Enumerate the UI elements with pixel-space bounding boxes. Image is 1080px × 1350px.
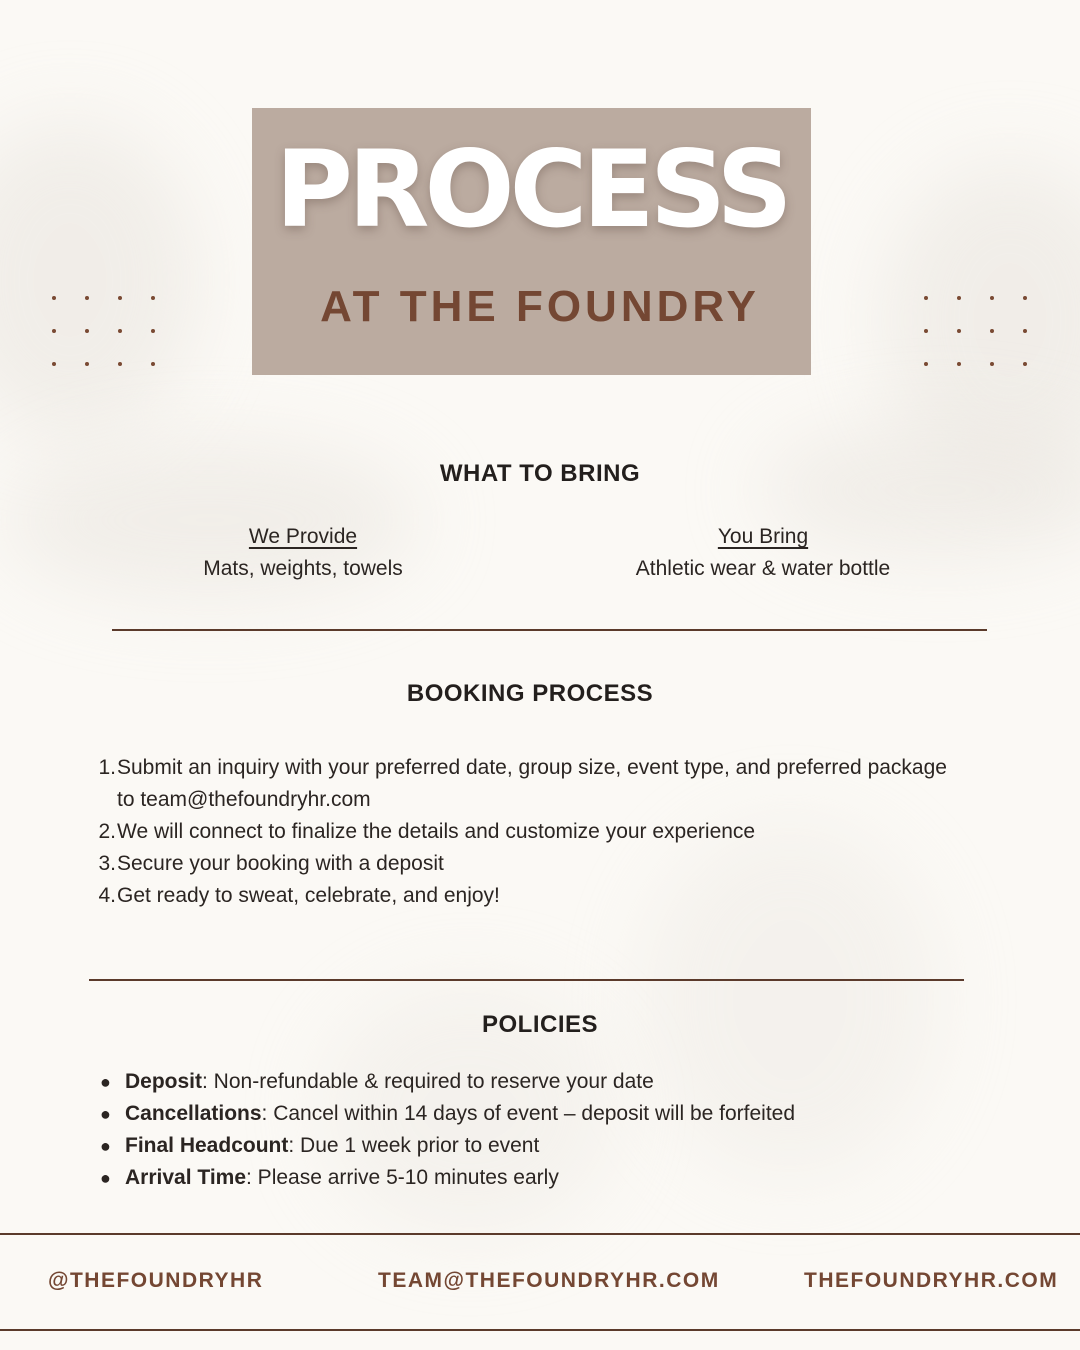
list-item — [100, 1162, 1000, 1194]
policy-label: Deposit — [125, 1070, 203, 1093]
bullet-icon: ● — [100, 1104, 111, 1124]
policies-heading: POLICIES — [481, 1011, 599, 1038]
what-to-bring-heading: WHAT TO BRING — [439, 460, 641, 487]
booking-process-heading: BOOKING PROCESS — [406, 680, 654, 707]
you-bring-heading: You Bring — [717, 525, 809, 548]
policies-list — [100, 1066, 1000, 1194]
list-item — [90, 880, 970, 912]
list-item — [90, 816, 970, 848]
policy-text: : Non-refundable & required to reserve your date — [202, 1070, 654, 1093]
policy-label: Final Headcount — [125, 1134, 289, 1157]
footer-top-rule — [0, 1233, 1080, 1235]
policy-text: : Due 1 week prior to event — [288, 1134, 540, 1157]
we-provide-text: Mats, weights, towels — [203, 557, 403, 580]
policy-text: : Cancel within 14 days of event – deposit will be forfeited — [261, 1102, 796, 1125]
step-number: 2. — [98, 820, 116, 843]
divider — [112, 629, 987, 631]
policy-text: : Please arrive 5-10 minutes early — [246, 1166, 559, 1189]
step-number: 3. — [98, 852, 116, 875]
footer-social-handle[interactable]: @THEFOUNDRYHR — [48, 1269, 264, 1292]
booking-steps-list — [90, 752, 970, 912]
footer-email-link[interactable]: TEAM@THEFOUNDRYHR.COM — [378, 1269, 720, 1292]
step-text: Secure your booking with a deposit — [117, 852, 444, 875]
footer-website-link[interactable]: THEFOUNDRYHR.COM — [804, 1269, 1059, 1292]
bullet-icon: ● — [100, 1072, 111, 1092]
list-item — [100, 1066, 1000, 1098]
divider — [89, 979, 964, 981]
decorative-dots-right — [924, 296, 1034, 372]
page-subtitle: AT THE FOUNDRY — [320, 282, 760, 331]
background-shadow — [0, 120, 200, 440]
decorative-dots-left — [52, 296, 162, 372]
you-bring-column — [533, 521, 993, 585]
bullet-icon: ● — [100, 1136, 111, 1156]
step-text: Get ready to sweat, celebrate, and enjoy! — [117, 884, 500, 907]
policy-label: Arrival Time — [125, 1166, 247, 1189]
list-item — [100, 1130, 1000, 1162]
list-item — [100, 1098, 1000, 1130]
step-text: We will connect to finalize the details and customize your experience — [117, 820, 756, 843]
list-item — [90, 848, 970, 880]
page-title: PROCESS — [275, 128, 788, 251]
title-banner — [252, 108, 811, 375]
list-item — [90, 752, 970, 816]
step-number: 4. — [98, 884, 116, 907]
bullet-icon: ● — [100, 1168, 111, 1188]
footer-bottom-rule — [0, 1329, 1080, 1331]
step-text: Submit an inquiry with your preferred date, group size, event type, and preferred package to team@thefoundryhr.com — [117, 756, 947, 811]
policy-label: Cancellations — [125, 1102, 262, 1125]
we-provide-heading: We Provide — [248, 525, 358, 548]
we-provide-column — [73, 521, 533, 585]
step-number: 1. — [98, 756, 116, 779]
you-bring-text: Athletic wear & water bottle — [635, 557, 891, 580]
